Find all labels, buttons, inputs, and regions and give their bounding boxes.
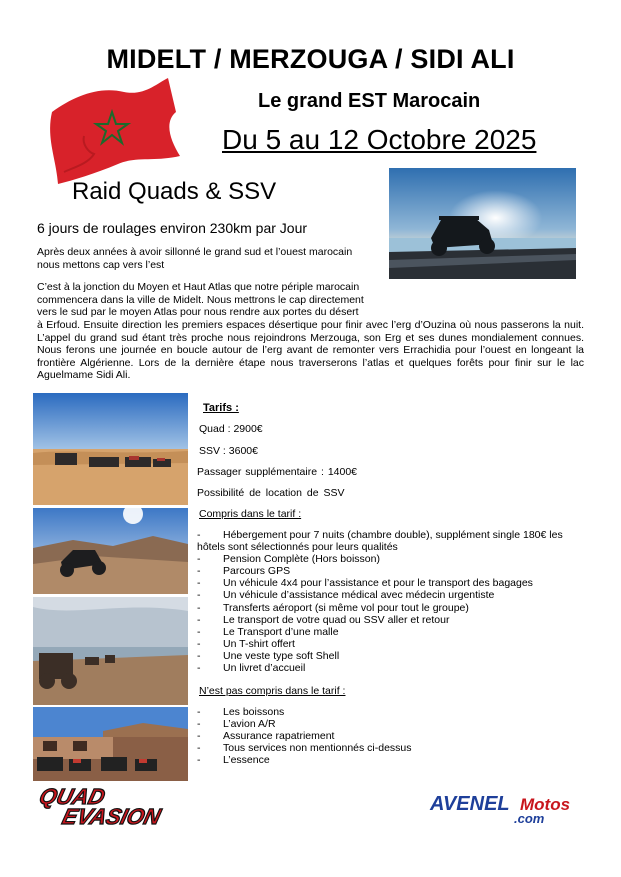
list-marker: - [197, 730, 201, 743]
list-item [197, 553, 587, 565]
list-item-text: Les boissons [223, 706, 285, 718]
list-marker: - [197, 718, 201, 731]
list-item [197, 650, 587, 662]
not-included-list [197, 706, 587, 766]
event-dates: Du 5 au 12 Octobre 2025 [222, 124, 537, 155]
list-marker: - [197, 553, 201, 566]
tarifs-heading: Tarifs : [203, 402, 239, 414]
passenger-price: Passager supplémentaire : 1400€ [197, 466, 358, 478]
list-item [197, 718, 587, 730]
list-item [197, 529, 587, 553]
list-item-text: Parcours GPS [223, 565, 291, 578]
list-marker: - [197, 529, 201, 541]
list-item [197, 638, 587, 650]
desert-convoy-photo [33, 393, 188, 505]
list-item [197, 602, 587, 614]
morocco-flag-icon [44, 78, 184, 184]
list-item-text: Un livret d’accueil [223, 662, 306, 675]
avenel-logo-word2: Motos [520, 795, 571, 814]
avenel-logo-word3: .com [514, 811, 545, 826]
list-item [197, 742, 587, 754]
list-marker: - [197, 662, 201, 675]
list-item-text: Le Transport d’une malle [223, 625, 339, 638]
description-paragraph-full: à Erfoud. Ensuite direction les premiers espaces désertique pour finir avec l’erg d’Ouzina où nous passerons la nuit. L’appel du grand sud étant très proche nous rejoindrons Merzouga, son Erg et ses dunes mondialement connues. Nous ferons une journée en boucle autour de l’erg avant de remonter vers Errachidia pour l’ouest en longeant la frontière Algérienne. Lors de la dernière étape nous traverserons l’atlas et quelques forêts pour finir sur le lac Aguelmame Sidi Ali. [37, 319, 584, 382]
list-marker: - [197, 742, 201, 755]
list-marker: - [197, 754, 201, 767]
list-item-text: Un T-shirt offert [223, 637, 295, 650]
list-item-text: Transferts aéroport (si même vol pour tout le groupe) [223, 601, 469, 614]
list-item-text: Un véhicule 4x4 pour l’assistance et pour le transport des bagages [223, 577, 533, 590]
list-marker: - [197, 625, 201, 638]
list-item [197, 730, 587, 742]
list-marker: - [197, 649, 201, 662]
page-subtitle: Le grand EST Marocain [258, 90, 481, 112]
list-item [197, 565, 587, 577]
list-item-text: L’essence [223, 754, 270, 767]
ssv-mountain-photo [33, 508, 188, 594]
coastal-cliff-photo [33, 597, 188, 705]
list-marker: - [197, 637, 201, 650]
list-marker: - [197, 565, 201, 578]
list-item-text: Pension Complète (Hors boisson) [223, 553, 380, 566]
list-item-text: Tous services non mentionnés ci-dessus [223, 742, 412, 755]
list-item [197, 589, 587, 601]
list-item-text: Le transport de votre quad ou SSV aller et retour [223, 613, 450, 626]
included-list [197, 529, 587, 674]
not-included-heading: N’est pas compris dans le tarif : [199, 685, 346, 697]
list-item-text: L’avion A/R [223, 718, 276, 731]
list-item [197, 614, 587, 626]
quad-logo-word2: EVASION [59, 804, 164, 829]
list-item [197, 754, 587, 766]
quad-evasion-logo [32, 780, 182, 830]
quad-price: Quad : 2900€ [199, 423, 263, 435]
list-item-text: Hébergement pour 7 nuits (chambre double), supplément single 180€ les hôtels sont sélectionnés pour leurs qualités [197, 529, 563, 554]
avenel-logo-word1: AVENEL [430, 793, 510, 815]
description-paragraph-top: C’est à la jonction du Moyen et Haut Atlas que notre périple marocain commencera dans la ville de Midelt. Nous mettrons le cap directement vers le sud par le moyen Atlas pour nous rendre aux portes du désert [37, 281, 364, 319]
list-item [197, 577, 587, 589]
list-marker: - [197, 613, 201, 626]
list-marker: - [197, 601, 201, 614]
list-item-text: Assurance rapatriement [223, 730, 335, 743]
list-item [197, 662, 587, 674]
list-marker: - [197, 706, 201, 718]
village-stop-photo [33, 707, 188, 781]
quad-logo-word1: QUAD [36, 784, 108, 809]
intro-paragraph: Après deux années à avoir sillonné le grand sud et l’ouest marocain nous mettons cap vers l’est [37, 246, 353, 271]
page-title: MIDELT / MERZOUGA / SIDI ALI [106, 44, 515, 74]
list-item-text: Un véhicule d’assistance médical avec médecin urgentiste [223, 589, 495, 602]
avenel-motos-logo [428, 790, 588, 826]
ssv-beach-photo [389, 168, 576, 279]
list-item [197, 706, 587, 718]
ssv-rental-note: Possibilité de location de SSV [197, 487, 345, 499]
list-marker: - [197, 589, 201, 602]
list-item-text: Une veste type soft Shell [223, 649, 340, 662]
list-marker: - [197, 577, 201, 590]
list-item [197, 626, 587, 638]
included-heading: Compris dans le tarif : [199, 508, 302, 520]
ssv-price: SSV : 3600€ [199, 445, 258, 457]
raid-title: Raid Quads & SSV [72, 178, 277, 205]
days-line: 6 jours de roulages environ 230km par Jour [37, 220, 308, 236]
